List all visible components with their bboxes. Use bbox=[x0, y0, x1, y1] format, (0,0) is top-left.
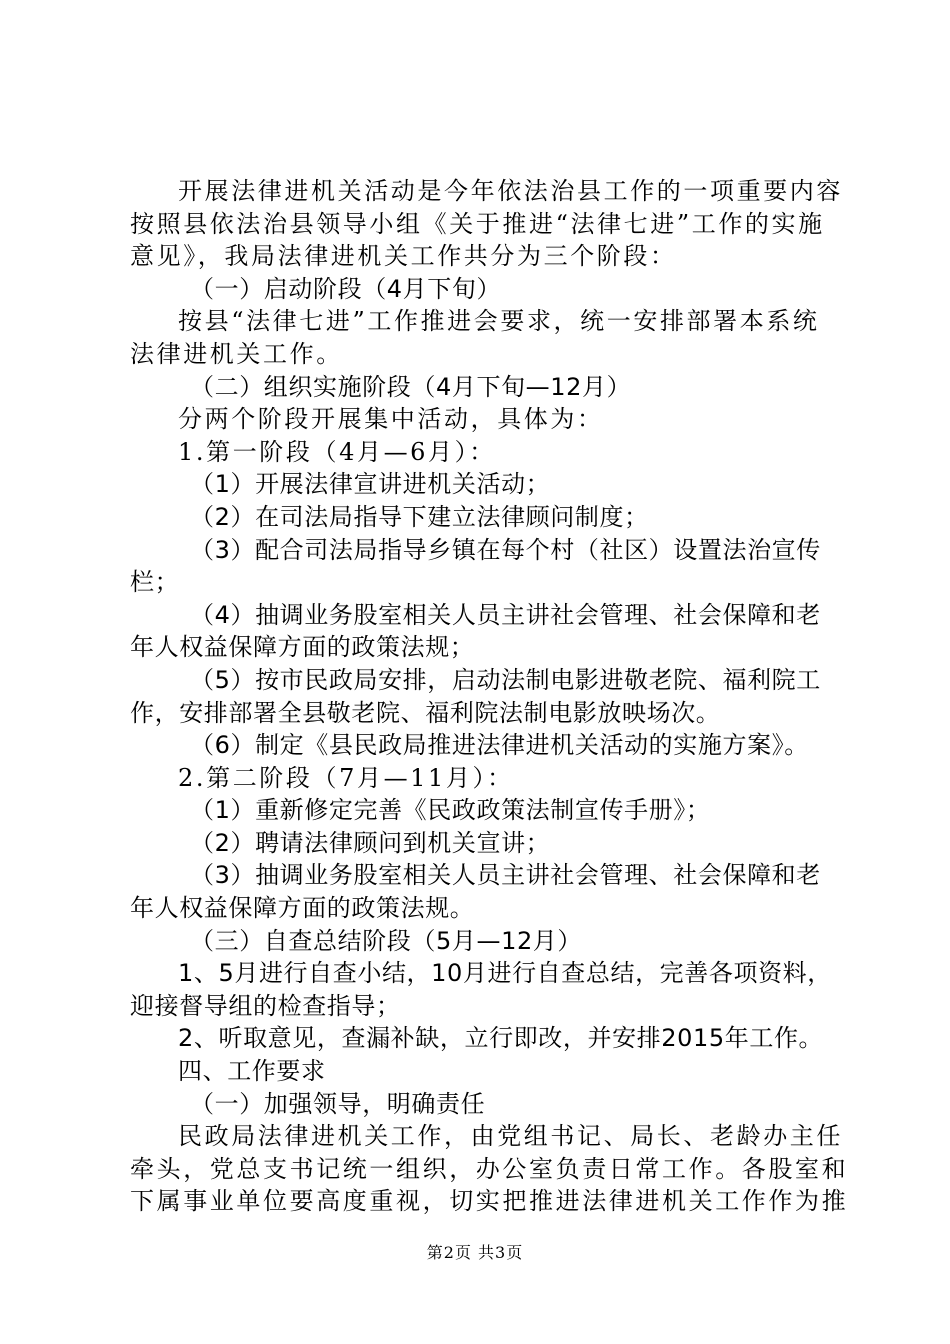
text-line: 2、听取意见，查漏补缺，立行即改，并安排2015年工作。 bbox=[178, 1024, 824, 1053]
text-line: （3）抽调业务股室相关人员主讲社会管理、社会保障和老 bbox=[190, 861, 821, 890]
text-line: （2）在司法局指导下建立法律顾问制度； bbox=[190, 502, 649, 531]
text-line: 迎接督导组的检查指导； bbox=[130, 991, 401, 1020]
text-line: （5）按市民政局安排，启动法制电影进敬老院、福利院工 bbox=[190, 665, 821, 694]
text-line: （三）自查总结阶段（5月—12月） bbox=[190, 926, 583, 955]
text-line: 下属事业单位要高度重视，切实把推进法律进机关工作作为推 bbox=[130, 1187, 849, 1216]
text-line: 法律进机关工作。 bbox=[130, 339, 343, 368]
text-line: 开展法律进机关活动是今年依法治县工作的一项重要内容 bbox=[178, 177, 843, 205]
text-line: （二）组织实施阶段（4月下旬—12月） bbox=[190, 372, 632, 401]
text-line: （2）聘请法律顾问到机关宣讲； bbox=[190, 828, 551, 857]
text-line: 2.第二阶段（7月—11月）： bbox=[178, 763, 514, 792]
text-line: 意见》，我局法律进机关工作共分为三个阶段： bbox=[130, 242, 677, 271]
text-line: 按照县依法治县领导小组《关于推进“法律七进”工作的实施 bbox=[130, 209, 825, 238]
text-line: 年人权益保障方面的政策法规。 bbox=[130, 894, 475, 923]
text-line: 按县“法律七进”工作推进会要求，统一安排部署本系统 bbox=[178, 307, 820, 336]
text-line: 1.第一阶段（4月—6月）： bbox=[178, 437, 496, 466]
text-line: 年人权益保障方面的政策法规； bbox=[130, 633, 475, 662]
text-line: （一）加强领导，明确责任 bbox=[190, 1089, 486, 1118]
text-line: 分两个阶段开展集中活动，具体为： bbox=[178, 405, 604, 434]
text-line: 栏； bbox=[130, 568, 180, 597]
text-line: 作，安排部署全县敬老院、福利院法制电影放映场次。 bbox=[130, 698, 721, 727]
page-footer: 第2页 共3页 bbox=[426, 1243, 524, 1262]
text-line: （4）抽调业务股室相关人员主讲社会管理、社会保障和老 bbox=[190, 600, 821, 629]
text-line: （3）配合司法局指导乡镇在每个村（社区）设置法治宣传 bbox=[190, 535, 821, 564]
text-line: （1）开展法律宣讲进机关活动； bbox=[190, 470, 551, 499]
text-line: （一）启动阶段（4月下旬） bbox=[190, 274, 502, 303]
document-body bbox=[130, 175, 849, 1218]
text-line: 1、5月进行自查小结，10月进行自查总结，完善各项资料， bbox=[178, 959, 832, 988]
text-line: 四、工作要求 bbox=[178, 1057, 326, 1086]
text-line: （6）制定《县民政局推进法律进机关活动的实施方案》。 bbox=[190, 731, 809, 760]
text-line: （1）重新修定完善《民政政策法制宣传手册》； bbox=[190, 796, 711, 825]
text-line: 牵头，党总支书记统一组织，办公室负责日常工作。各股室和 bbox=[130, 1154, 849, 1183]
text-line: 民政局法律进机关工作，由党组书记、局长、老龄办主任 bbox=[178, 1122, 843, 1151]
